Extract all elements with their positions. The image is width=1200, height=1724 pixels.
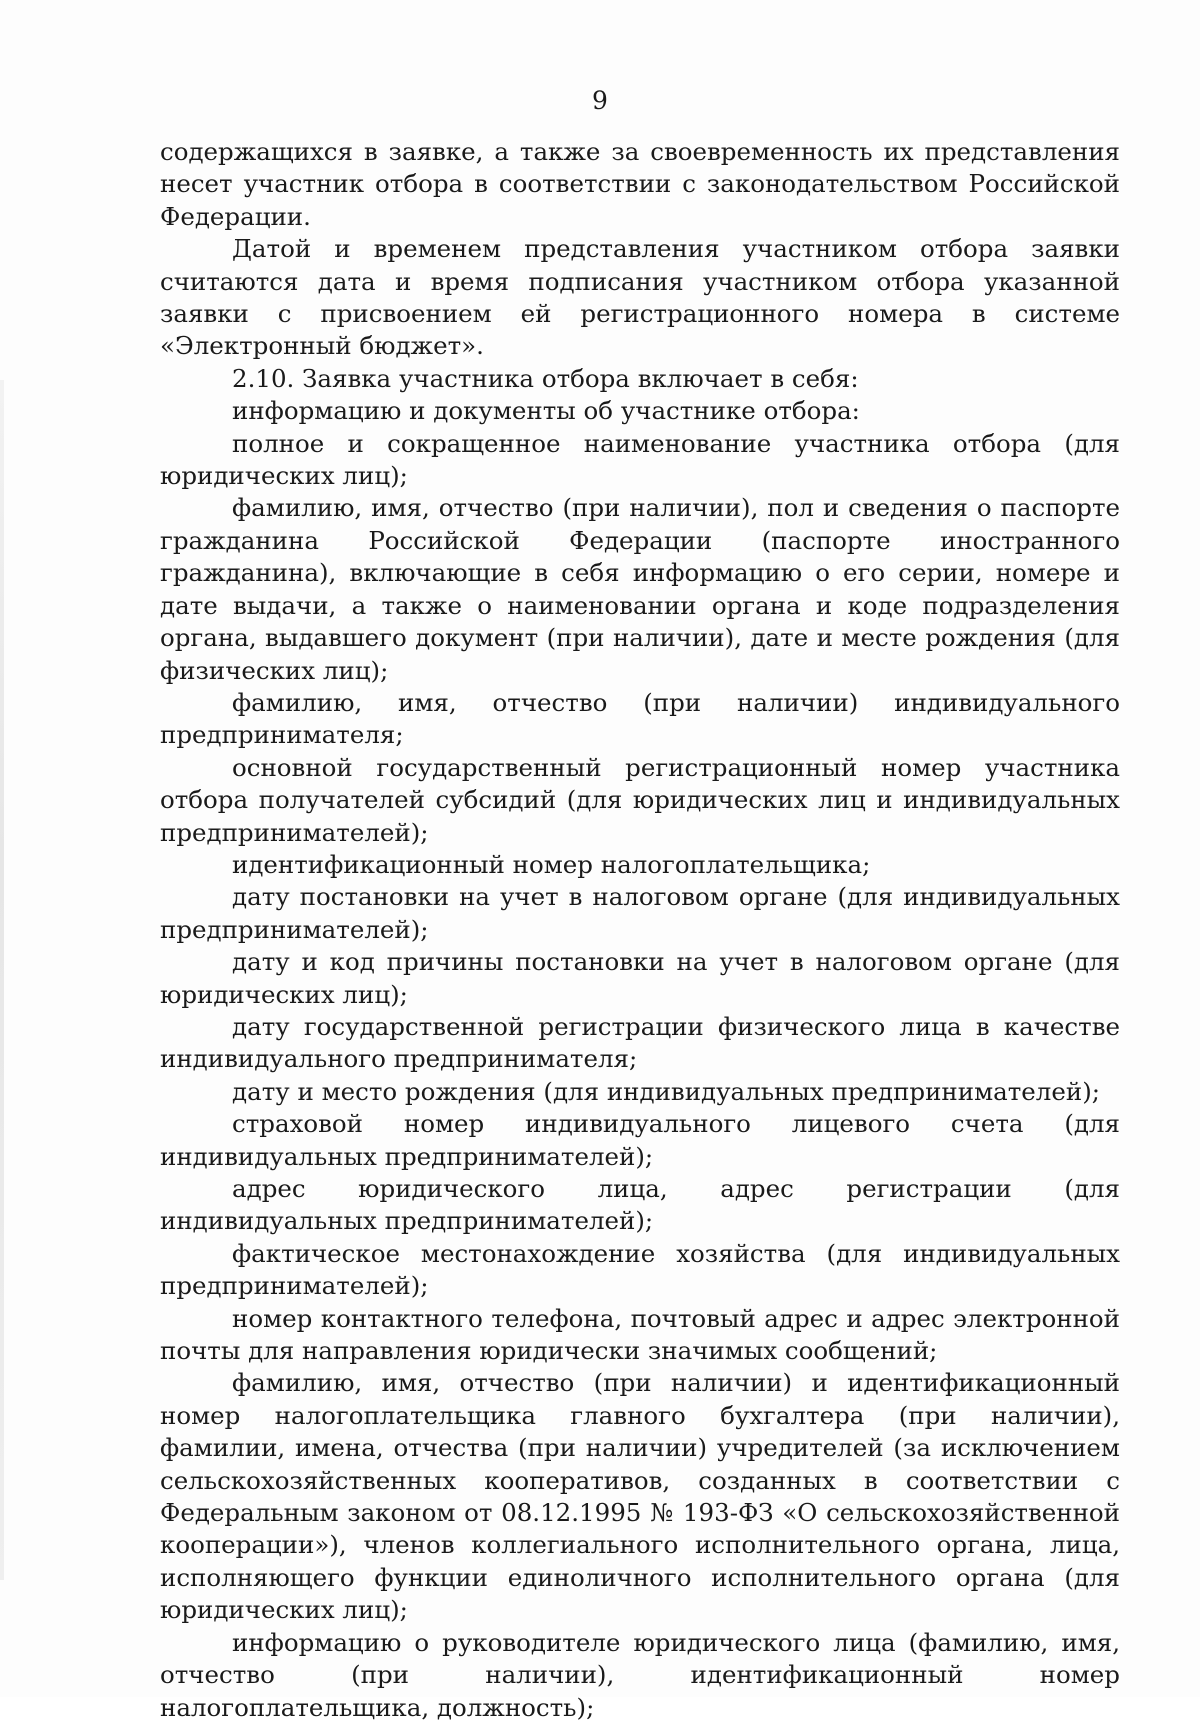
- list-item: основной государственный регистрационный номер участника отбора получателей субсидий (для юридических лиц и индивидуальных предпринимателей);: [160, 752, 1120, 847]
- document-body: [160, 136, 1120, 1724]
- page-number: 9: [592, 86, 608, 115]
- paragraph-section-2-10: 2.10. Заявка участника отбора включает в себя:: [232, 363, 859, 393]
- list-item: номер контактного телефона, почтовый адрес и адрес электронной почты для направления юридически значимых сообщений;: [160, 1303, 1120, 1366]
- scan-edge-shadow: [0, 380, 4, 1580]
- list-item: идентификационный номер налогоплательщика;: [232, 849, 871, 879]
- list-item: фактическое местонахождение хозяйства (для индивидуальных предпринимателей);: [160, 1238, 1120, 1301]
- list-item: дату постановки на учет в налоговом органе (для индивидуальных предпринимателей);: [160, 882, 1120, 944]
- list-item: дату и место рождения (для индивидуальных предпринимателей);: [232, 1076, 1101, 1106]
- list-item: фамилию, имя, отчество (при наличии) индивидуального предпринимателя;: [160, 687, 1120, 750]
- list-item: информацию о руководителе юридического лица (фамилию, имя, отчество (при наличии), идентификационный номер налогоплательщика, должность);: [160, 1627, 1120, 1722]
- paragraph-continuation: содержащихся в заявке, а также за своевременность их представления несет участник отбора в соответствии с законодательством Российской Федерации.: [160, 137, 1120, 231]
- paragraph-submission-date: Датой и временем представления участником отбора заявки считаются дата и время подписания участником отбора указанной заявки с присвоением ей регистрационного номера в системе «Электронный бюджет».: [160, 234, 1120, 361]
- list-item: дату государственной регистрации физического лица в качестве индивидуального предпринимателя;: [160, 1011, 1120, 1074]
- list-item: полное и сокращенное наименование участника отбора (для юридических лиц);: [160, 428, 1120, 491]
- list-item: дату и код причины постановки на учет в налоговом органе (для юридических лиц);: [160, 947, 1120, 1009]
- list-item: информацию и документы об участнике отбора:: [232, 396, 860, 426]
- list-item: адрес юридического лица, адрес регистрации (для индивидуальных предпринимателей);: [160, 1174, 1120, 1236]
- list-item: страховой номер индивидуального лицевого счета (для индивидуальных предпринимателей);: [160, 1109, 1120, 1171]
- list-item: фамилию, имя, отчество (при наличии), пол и сведения о паспорте гражданина Российской Федерации (паспорте иностранного гражданина), включающие в себя информацию о его серии, номере и дате выдачи, а также о наименовании органа и коде подразделения органа, выдавшего документ (при наличии), дате и месте рождения (для физических лиц);: [160, 493, 1120, 685]
- list-item: фамилию, имя, отчество (при наличии) и идентификационный номер налогоплательщика главного бухгалтера (при наличии), фамилии, имена, отчества (при наличии) учредителей (за исключением сельскохозяйственных кооперативов, созданных в соответствии с Федеральным законом от 08.12.1995 № 193-ФЗ «О сельскохозяйственной кооперации»), членов коллегиального исполнительного органа, лица, исполняющего функции единоличного исполнительного органа (для юридических лиц);: [160, 1368, 1120, 1625]
